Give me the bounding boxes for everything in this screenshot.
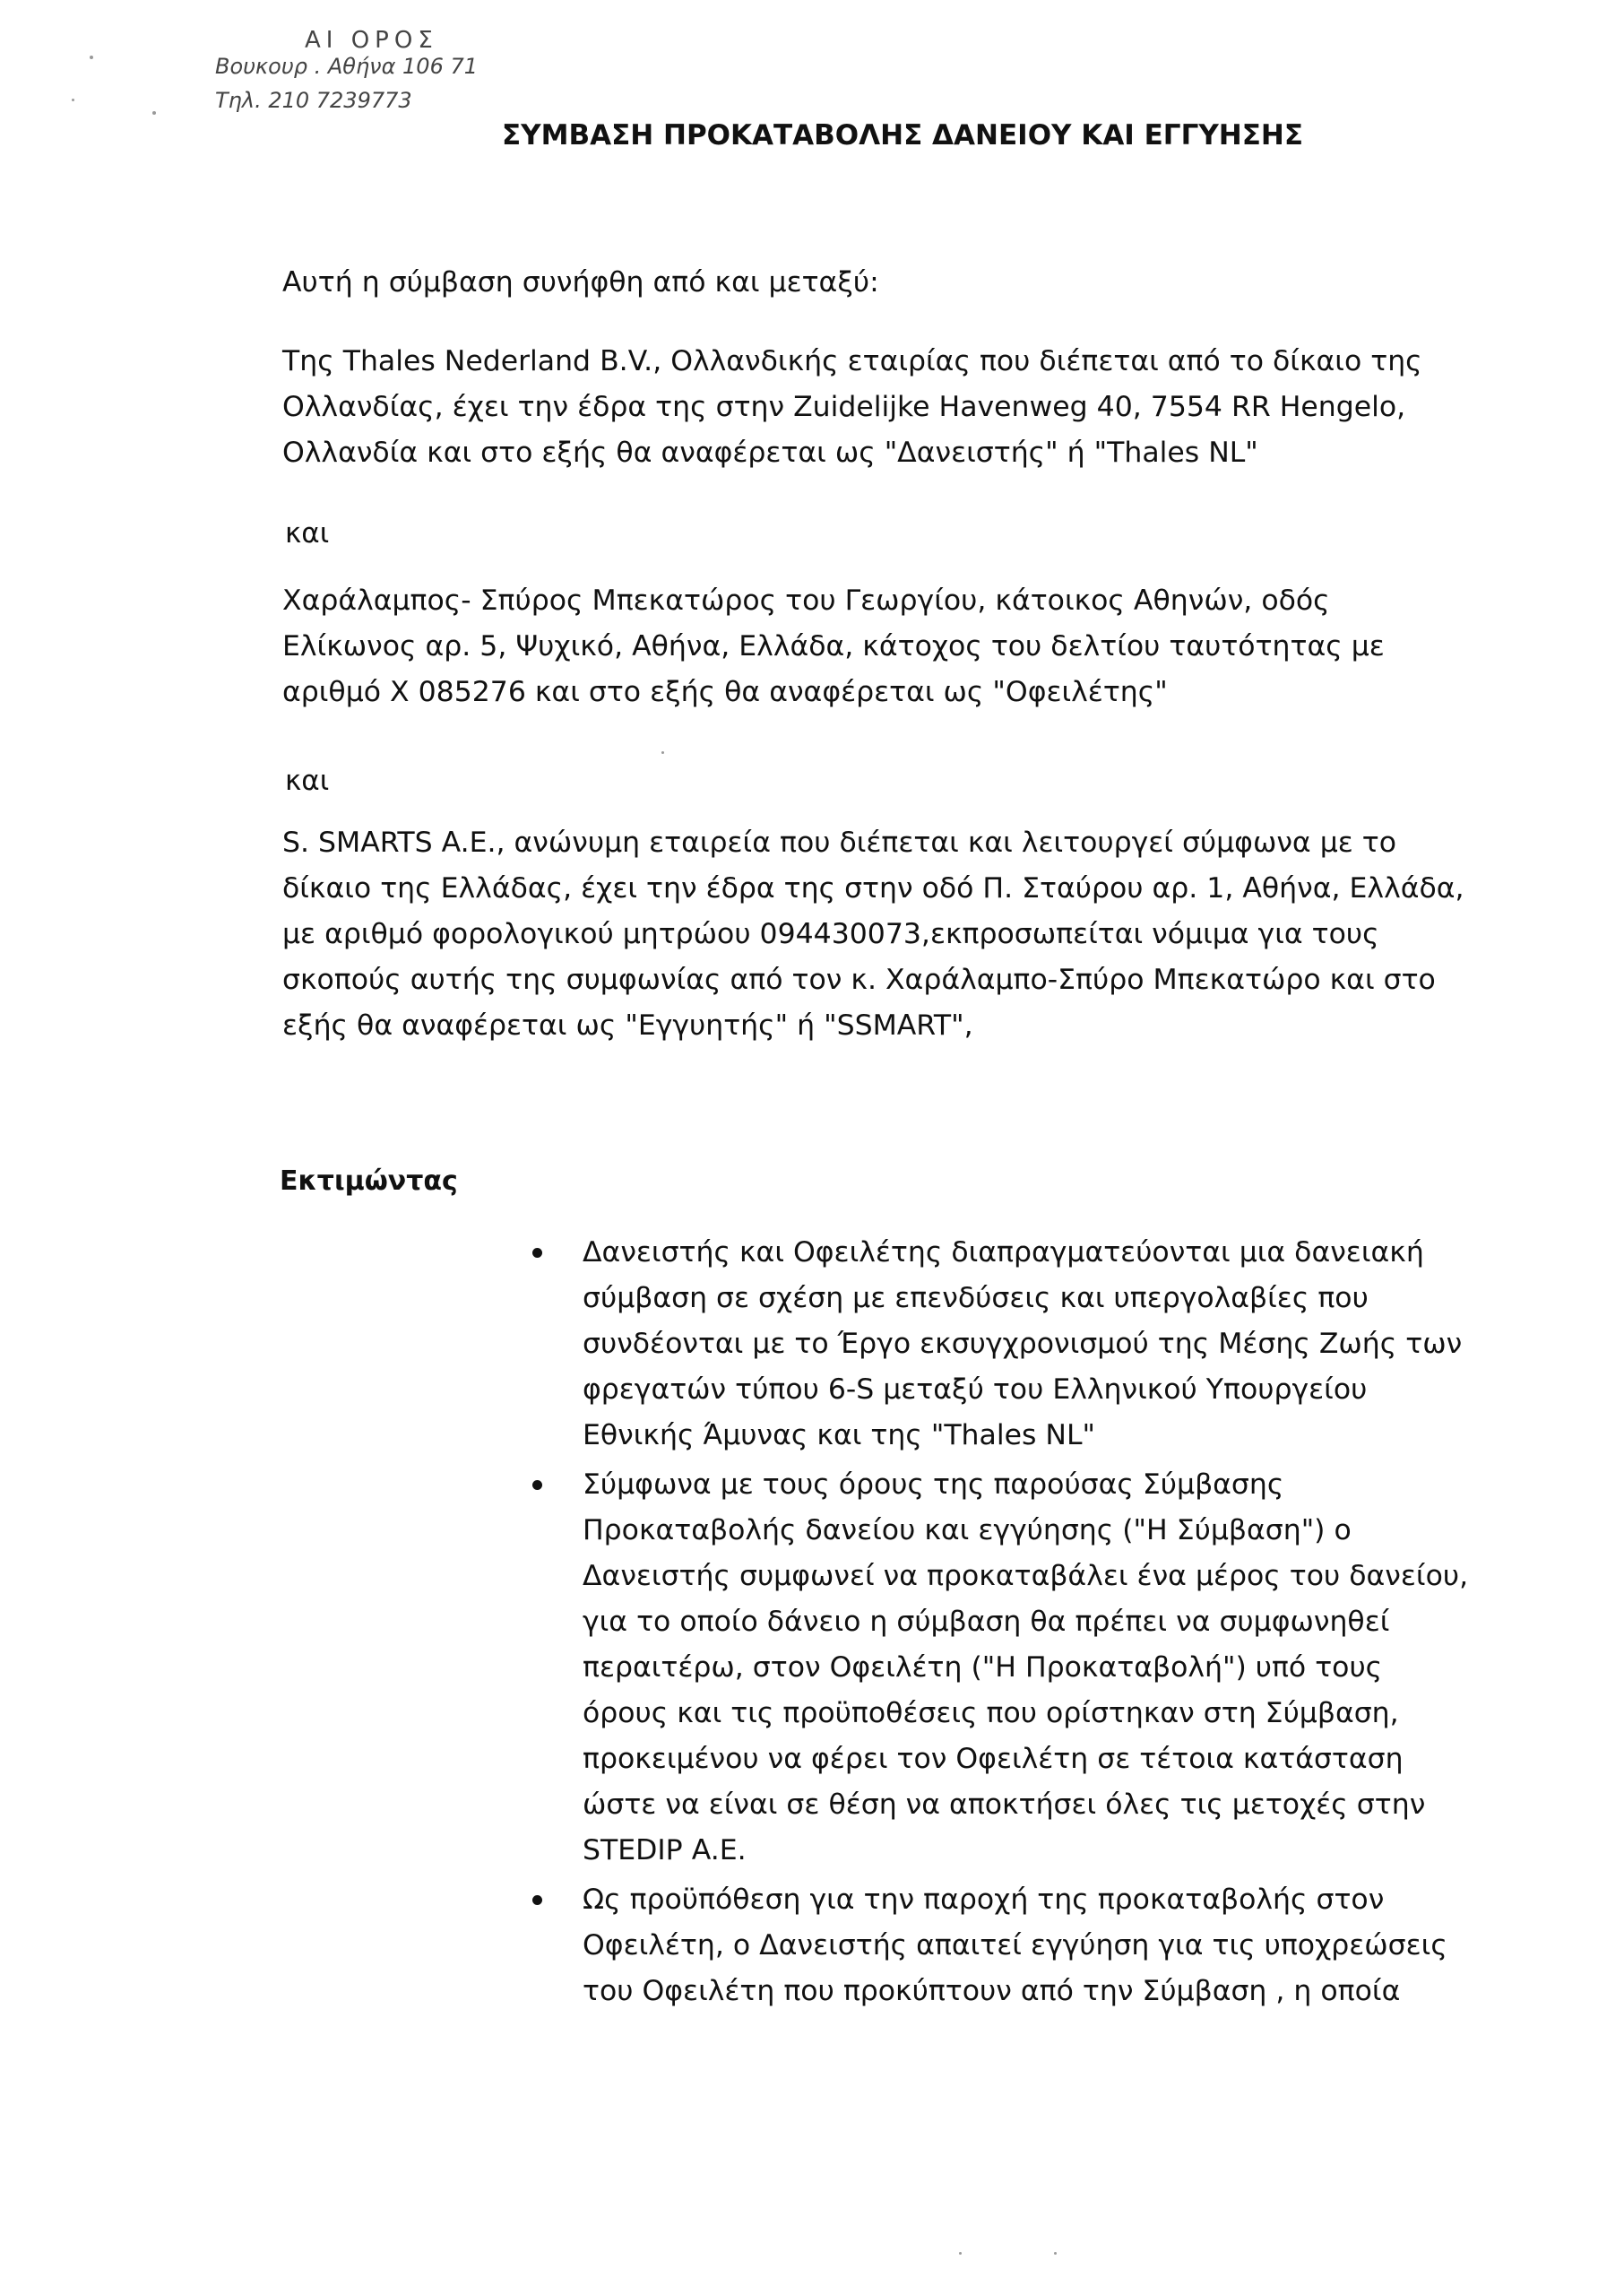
intro-paragraph: Αυτή η σύμβαση συνήφθη από και μεταξύ: <box>282 266 879 299</box>
bullet-icon <box>532 1895 542 1905</box>
letterhead-stamp <box>170 27 672 126</box>
scan-speck <box>152 111 156 115</box>
party-debtor-paragraph: Χαράλαμπος- Σπύρος Μπεκατώρος του Γεωργίου, κάτοικος Αθηνών, οδός Ελίκωνος αρ. 5, Ψυχικό, Αθήνα, Ελλάδα, κάτοχος του δελτίου ταυτότητας με αριθμό Χ 085276 και στο εξής θα αναφέρεται ως "Οφειλέτης" <box>282 585 1385 708</box>
list-item <box>532 1462 1473 1874</box>
recital-text: Δανειστής και Οφειλέτης διαπραγματεύονται μια δανειακή σύμβαση σε σχέση με επενδύσεις και υπεργολαβίες που συνδέονται με το Έργο εκσυγχρονισμού της Μέσης Ζωής των φρεγατών τύπου 6-S μεταξύ του Ελληνικού Υπουργείου Εθνικής Άμυνας και της "Thales NL" <box>583 1236 1463 1451</box>
recitals-list <box>532 1230 1473 2018</box>
party-lender-paragraph: Της Thales Nederland B.V., Ολλανδικής εταιρίας που διέπεται από το δίκαιο της Ολλανδίας, έχει την έδρα της στην Zuidelijke Havenweg 40, 7554 RR Hengelo, Ολλανδία και στο εξής θα αναφέρεται ως "Δανειστής" ή "Thales NL" <box>282 345 1422 469</box>
scan-speck <box>1054 2252 1057 2255</box>
document-title: ΣΥΜΒΑΣΗ ΠΡΟΚΑΤΑΒΟΛΗΣ ΔΑΝΕΙΟΥ ΚΑΙ ΕΓΓΥΗΣΗΣ <box>502 119 1304 152</box>
stamp-line-3: Τηλ. 210 7239773 <box>215 88 412 113</box>
scan-speck <box>959 2252 962 2255</box>
bullet-icon <box>532 1480 542 1490</box>
list-item <box>532 1230 1473 1459</box>
recital-text: Σύμφωνα με τους όρους της παρούσας Σύμβασης Προκαταβολής δανείου και εγγύησης ("Η Σύμβαση") ο Δανειστής συμφωνεί να προκαταβάλει ένα μέρος του δανείου, για το οποίο δάνειο η σύμβαση θα πρέπει να συμφωνηθεί περαιτέρω, στον Οφειλέτη ("Η Προκαταβολή") υπό τους όρους και τις προϋποθέσεις που ορίστηκαν στη Σύμβαση, προκειμένου να φέρει τον Οφειλέτη σε τέτοια κατάσταση ώστε να είναι σε θέση να αποκτήσει όλες τις μετοχές στην STEDIP A.E. <box>583 1468 1469 1866</box>
party-guarantor-paragraph: S. SMARTS A.E., ανώνυμη εταιρεία που διέπεται και λειτουργεί σύμφωνα με το δίκαιο της Ελλάδας, έχει την έδρα της στην οδό Π. Σταύρου αρ. 1, Αθήνα, Ελλάδα, με αριθμό φορολογικού μητρώου 094430073,εκπροσωπείται νόμιμα για τους σκοπούς αυτής της συμφωνίας από τον κ. Χαράλαμπο-Σπύρο Μπεκατώρο και στο εξής θα αναφέρεται ως "Εγγυητής" ή "SSMART", <box>282 827 1464 1042</box>
scan-speck <box>90 56 93 59</box>
conjunction-and-2: και <box>285 765 330 797</box>
stamp-line-1: ΑΙ ΟΡΟΣ <box>305 27 438 54</box>
conjunction-and-1: και <box>285 517 330 550</box>
scan-speck <box>661 751 664 754</box>
list-item <box>532 1877 1473 2014</box>
recital-text: Ως προϋπόθεση για την παροχή της προκαταβολής στον Οφειλέτη, ο Δανειστής απαιτεί εγγύηση για τις υποχρεώσεις του Οφειλέτη που προκύπτουν από την Σύμβαση , η οποία <box>583 1884 1447 2007</box>
recitals-heading: Εκτιμώντας <box>280 1165 458 1197</box>
bullet-icon <box>532 1248 542 1258</box>
stamp-line-2: Βουκουρ . Αθήνα 106 71 <box>215 54 479 79</box>
scan-speck <box>72 99 74 101</box>
